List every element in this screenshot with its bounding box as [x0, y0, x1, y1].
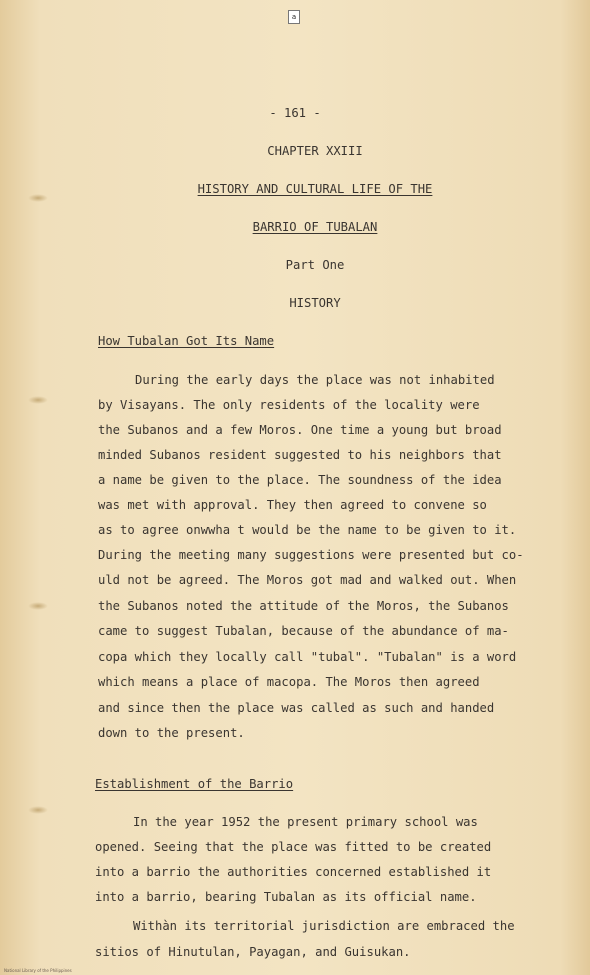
page-number: - 161 - — [269, 106, 321, 120]
body-line: uld not be agreed. The Moros got mad and walked out. When — [98, 573, 517, 587]
body-line: opened. Seeing that the place was fitted to be created — [95, 840, 492, 854]
body-line: minded Subanos resident suggested to his neighbors that — [98, 448, 502, 462]
body-line: was met with approval. They then agreed to convene so — [98, 498, 487, 512]
body-line: the Subanos and a few Moros. One time a young but broad — [98, 423, 502, 437]
chapter-heading: CHAPTER XXIII — [267, 144, 363, 158]
footer-credit: National Library of the Philippines — [4, 968, 72, 973]
body-line: During the meeting many suggestions were presented but co- — [98, 548, 524, 562]
section-heading: Establishment of the Barrio — [95, 777, 294, 791]
body-line: the Subanos noted the attitude of the Moros, the Subanos — [98, 599, 509, 613]
body-line: down to the present. — [98, 726, 245, 740]
body-line: During the early days the place was not inhabited — [135, 373, 495, 387]
body-line: Withàn its territorial jurisdiction are embraced the — [133, 919, 515, 933]
part-heading: Part One — [285, 258, 345, 272]
body-line: which means a place of macopa. The Moros then agreed — [98, 675, 480, 689]
body-line: by Visayans. The only residents of the locality were — [98, 398, 480, 412]
binding-hole — [28, 602, 48, 610]
binding-hole — [28, 806, 48, 814]
body-line: In the year 1952 the present primary school was — [133, 815, 478, 829]
page-tab: a — [288, 10, 300, 24]
title-line-1: HISTORY AND CULTURAL LIFE OF THE — [197, 182, 433, 196]
body-line: came to suggest Tubalan, because of the abundance of ma- — [98, 624, 509, 638]
body-line: a name be given to the place. The soundness of the idea — [98, 473, 502, 487]
body-line: into a barrio, bearing Tubalan as its official name. — [95, 890, 477, 904]
body-line: sitios of Hinutulan, Payagan, and Guisukan. — [95, 945, 411, 959]
binding-hole — [28, 396, 48, 404]
body-line: into a barrio the authorities concerned established it — [95, 865, 492, 879]
body-line: copa which they locally call "tubal". "Tubalan" is a word — [98, 650, 517, 664]
body-line: and since then the place was called as such and handed — [98, 701, 495, 715]
section-heading: How Tubalan Got Its Name — [98, 334, 275, 348]
title-line-2: BARRIO OF TUBALAN — [252, 220, 378, 234]
body-line: as to agree onwwha t would be the name to be given to it. — [98, 523, 517, 537]
part-title: HISTORY — [289, 296, 341, 310]
